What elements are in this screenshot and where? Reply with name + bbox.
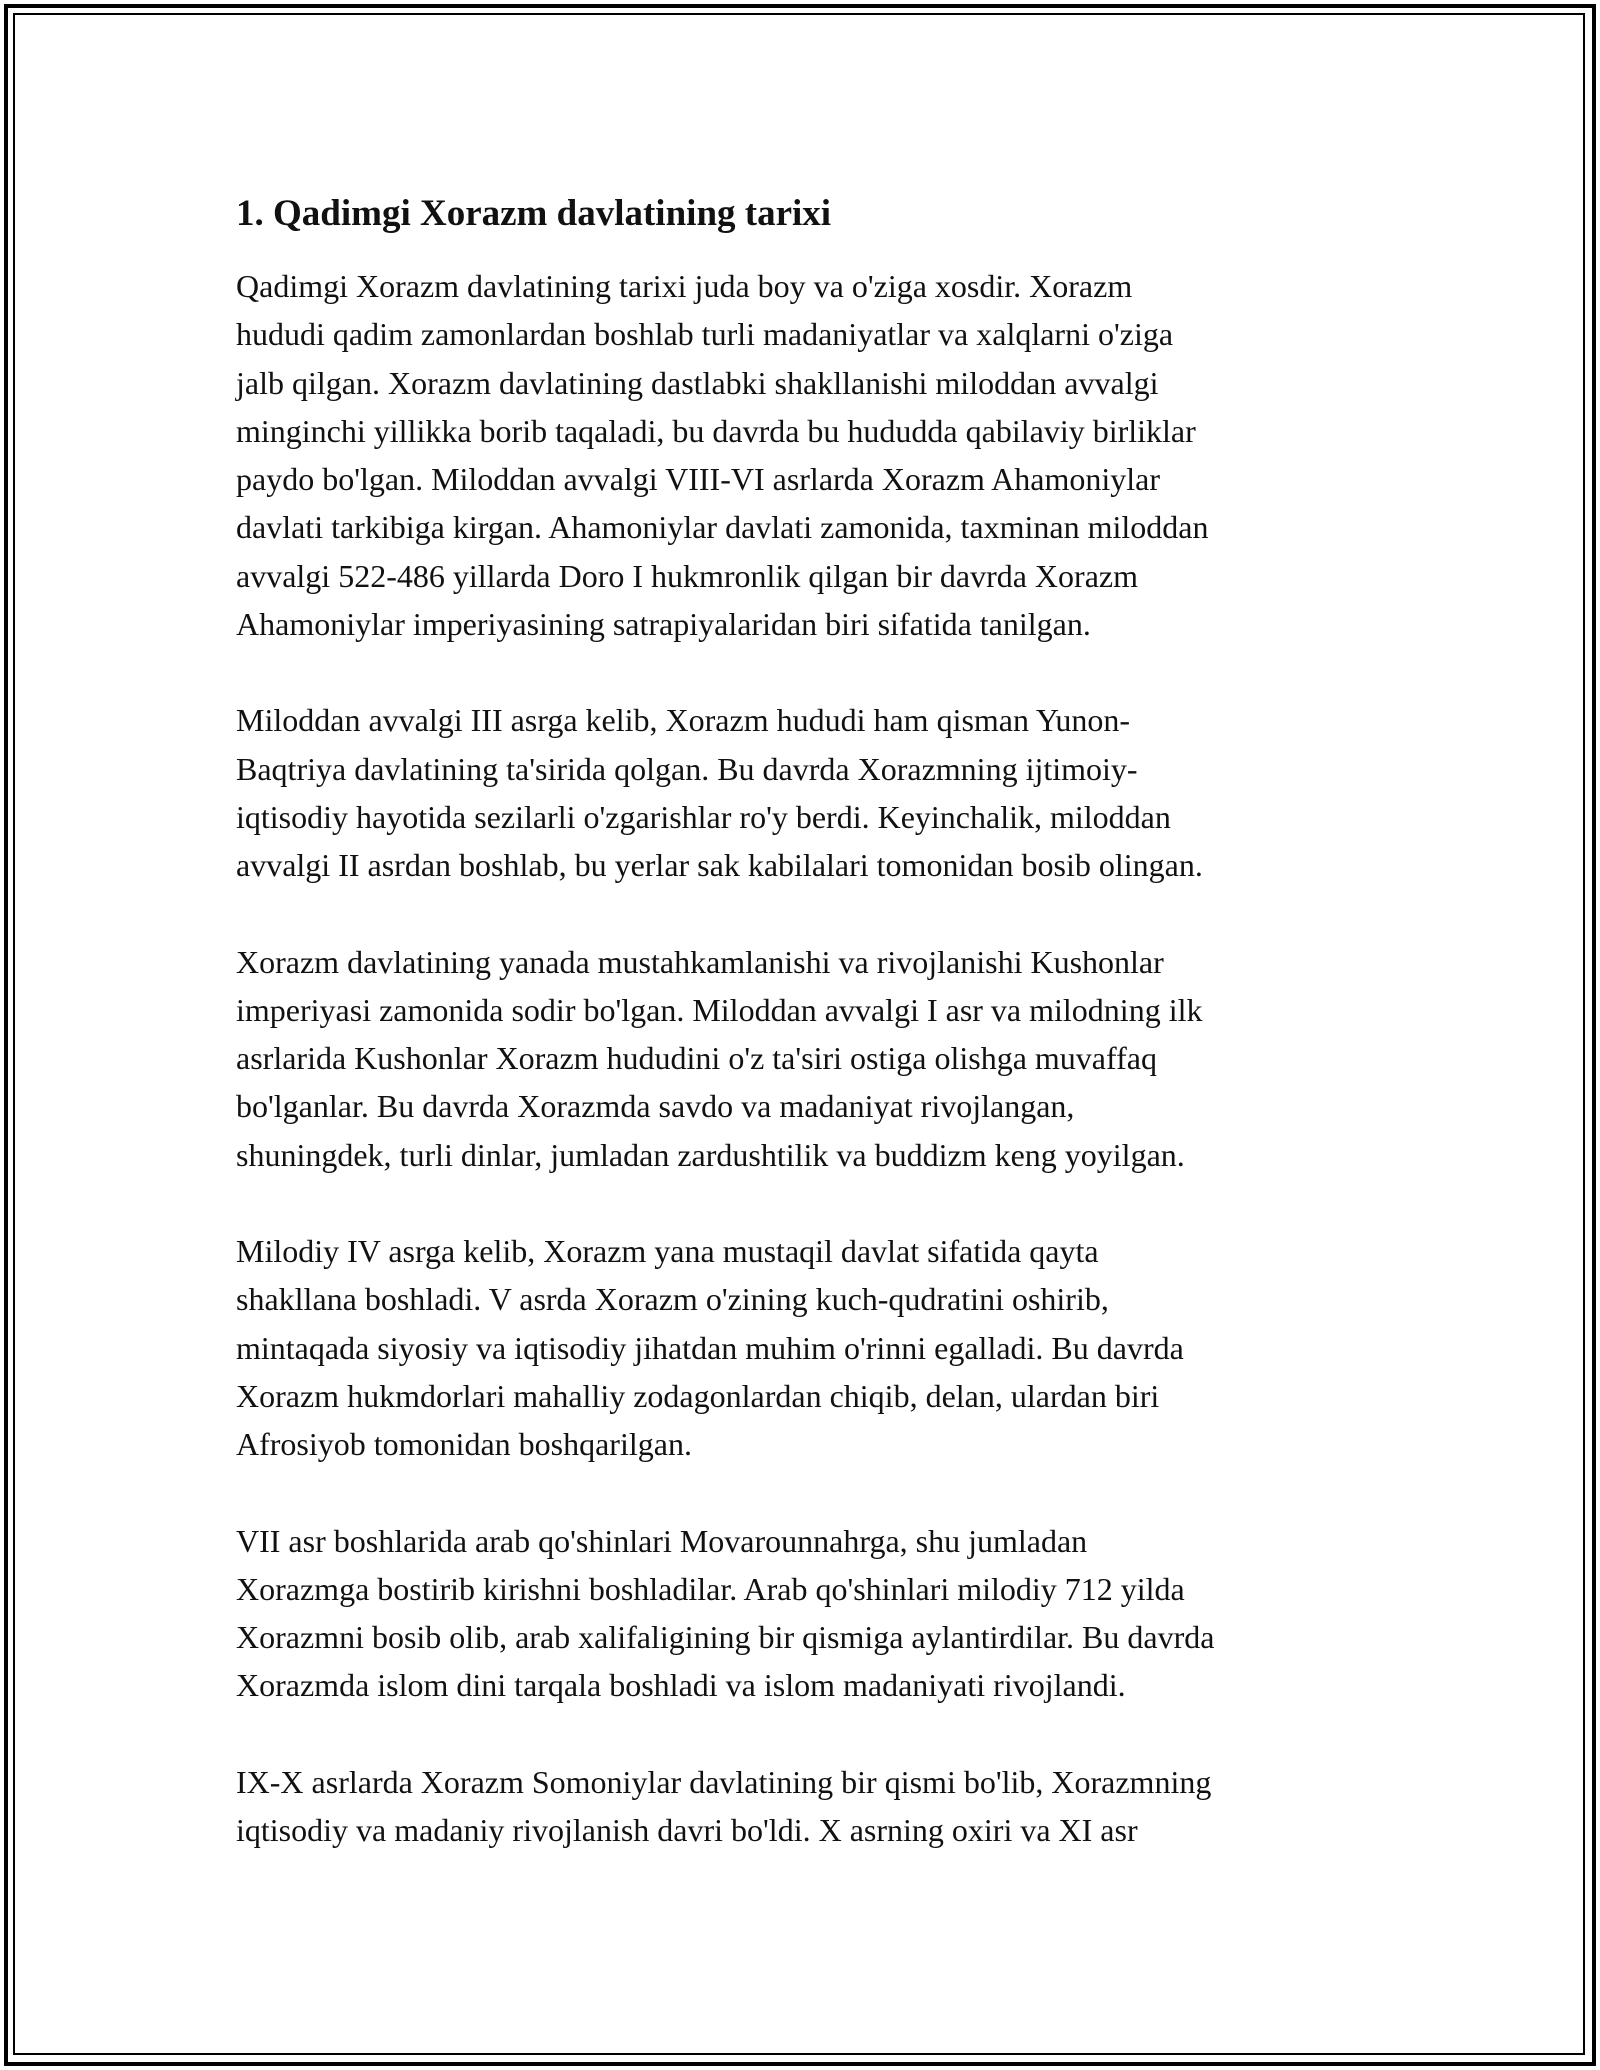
paragraph-4 — [236, 1227, 1360, 1468]
text-line: avvalgi II asrdan boshlab, bu yerlar sak kabilalari tomonidan bosib olingan. — [236, 847, 1203, 884]
text-line: minginchi yillikka borib taqaladi, bu davrda bu hududda qabilaviy birliklar — [236, 412, 1196, 449]
document-body — [236, 186, 1360, 1854]
text-line: iqtisodiy hayotida sezilarli o'zgarishlar ro'y berdi. Keyinchalik, miloddan — [236, 798, 1171, 835]
text-line: bo'lganlar. Bu davrda Xorazmda savdo va madaniyat rivojlangan, — [236, 1088, 1075, 1125]
text-line: shakllana boshladi. V asrda Xorazm o'zining kuch-qudratini oshirib, — [236, 1281, 1109, 1318]
text-line: avvalgi 522-486 yillarda Doro I hukmronlik qilgan bir davrda Xorazm — [236, 557, 1138, 594]
text-line: jalb qilgan. Xorazm davlatining dastlabki shakllanishi miloddan avvalgi — [236, 364, 1159, 401]
text-line: shuningdek, turli dinlar, jumladan zardushtilik va buddizm keng yoyilgan. — [236, 1136, 1185, 1173]
text-line: Miloddan avvalgi III asrga kelib, Xorazm hududi ham qisman Yunon- — [236, 702, 1131, 739]
text-line: Xorazm davlatining yanada mustahkamlanishi va rivojlanishi Kushonlar — [236, 943, 1164, 980]
text-line: Xorazm hukmdorlari mahalliy zodagonlardan chiqib, delan, ulardan biri — [236, 1377, 1160, 1414]
text-line: Qadimgi Xorazm davlatining tarixi juda boy va o'ziga xosdir. Xorazm — [236, 268, 1133, 304]
text-line: Afrosiyob tomonidan boshqarilgan. — [236, 1426, 692, 1463]
text-line: VII asr boshlarida arab qo'shinlari Movarounnahrga, shu jumladan — [236, 1522, 1088, 1559]
text-line: Xorazmga bostirib kirishni boshladilar. Arab qo'shinlari milodiy 712 yilda — [236, 1570, 1185, 1607]
text-line: hududi qadim zamonlardan boshlab turli madaniyatlar va xalqlarni o'ziga — [236, 316, 1174, 353]
text-line: davlati tarkibiga kirgan. Ahamoniylar davlati zamonida, taxminan miloddan — [236, 509, 1209, 546]
text-line: Xorazmda islom dini tarqala boshladi va islom madaniyati rivojlandi. — [236, 1667, 1126, 1704]
text-line: mintaqada siyosiy va iqtisodiy jihatdan muhim o'rinni egalladi. Bu davrda — [236, 1329, 1184, 1366]
text-line: paydo bo'lgan. Miloddan avvalgi VIII-VI asrlarda Xorazm Ahamoniylar — [236, 461, 1161, 498]
text-line: asrlarida Kushonlar Xorazm hududini o'z ta'siri ostiga olishga muvaffaq — [236, 1040, 1157, 1077]
section-heading: 1. Qadimgi Xorazm davlatining tarixi — [236, 193, 832, 234]
text-line: imperiyasi zamonida sodir bo'lgan. Miloddan avvalgi I asr va milodning ilk — [236, 991, 1203, 1028]
paragraph-3 — [236, 938, 1360, 1179]
text-line: Xorazmni bosib olib, arab xalifaligining bir qismiga aylantirdilar. Bu davrda — [236, 1619, 1215, 1656]
text-line: iqtisodiy va madaniy rivojlanish davri bo'ldi. X asrning oxiri va XI asr — [236, 1812, 1138, 1849]
paragraph-1 — [236, 262, 1360, 648]
text-line: Ahamoniylar imperiyasining satrapiyalaridan biri sifatida tanilgan. — [236, 606, 1091, 643]
paragraph-2 — [236, 696, 1360, 889]
text-line: IX-X asrlarda Xorazm Somoniylar davlatining bir qismi bo'lib, Xorazmning — [236, 1763, 1212, 1800]
text-line: Milodiy IV asrga kelib, Xorazm yana mustaqil davlat sifatida qayta — [236, 1233, 1099, 1270]
text-line: Baqtriya davlatining ta'sirida qolgan. Bu davrda Xorazmning ijtimoiy- — [236, 750, 1138, 787]
paragraph-5 — [236, 1517, 1360, 1710]
paragraph-6 — [236, 1758, 1360, 1855]
